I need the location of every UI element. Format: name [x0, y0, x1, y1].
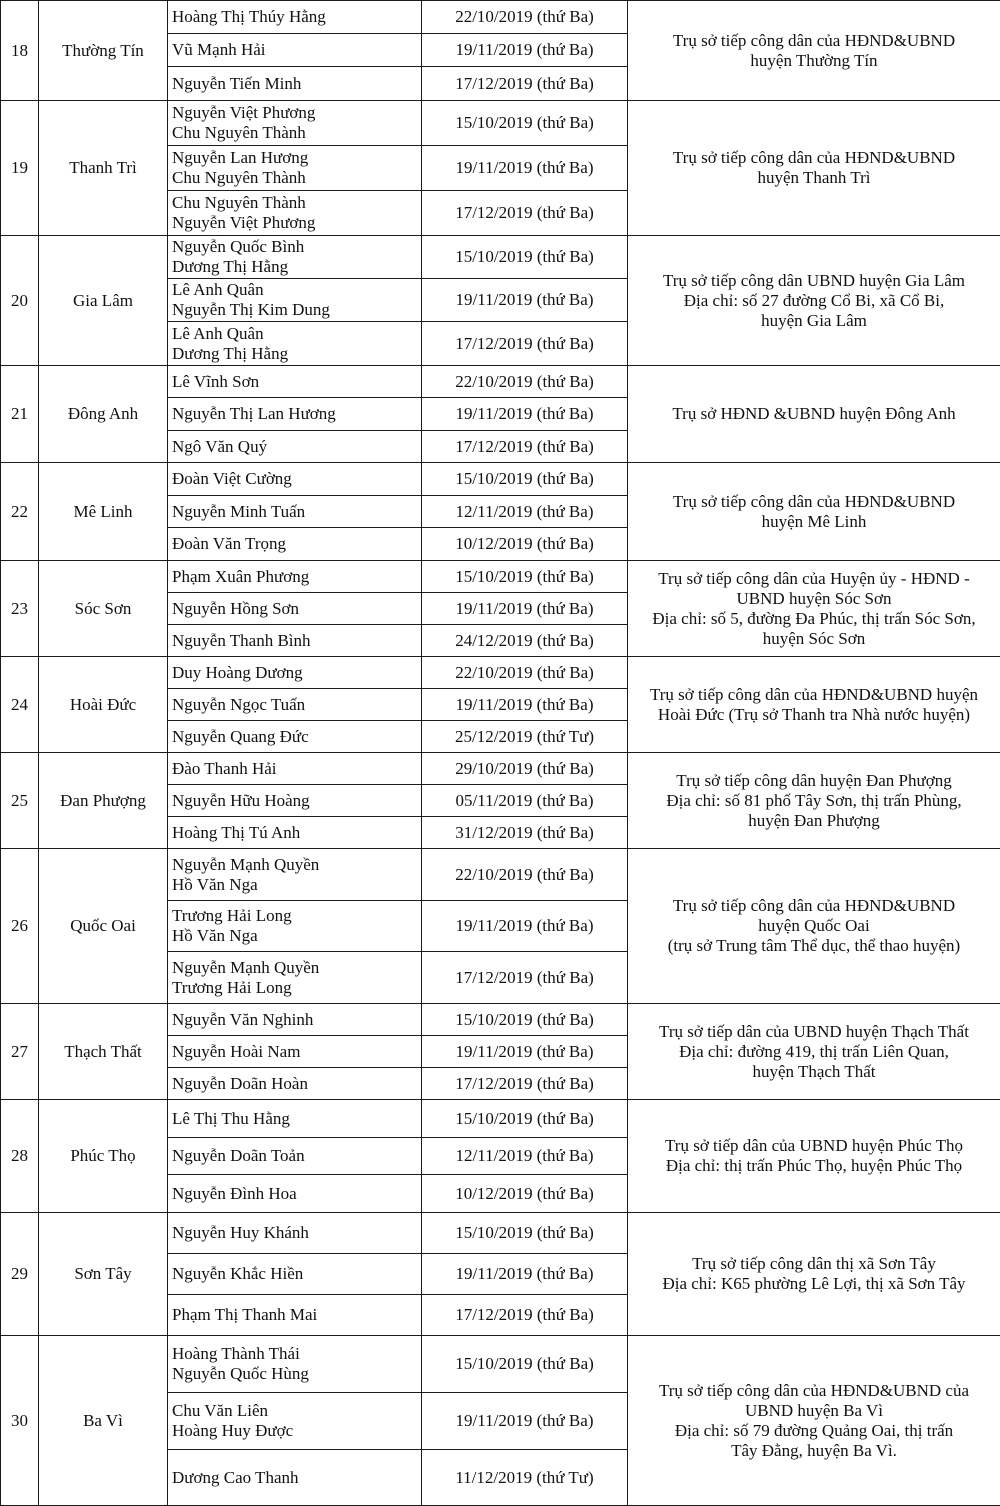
reception-date: 11/12/2019 (thứ Tư) — [422, 1450, 628, 1506]
receiver-names — [168, 463, 422, 496]
location-line: huyện Thanh Trì — [628, 168, 1000, 188]
reception-date: 17/12/2019 (thứ Ba) — [422, 431, 628, 463]
reception-date: 22/10/2019 (thứ Ba) — [422, 849, 628, 901]
location-line: Trụ sở tiếp công dân của HĐND&UBND — [628, 31, 1000, 51]
table-row — [1, 1004, 1000, 1036]
receiver-names — [168, 431, 422, 463]
reception-date: 17/12/2019 (thứ Ba) — [422, 1295, 628, 1336]
district-name: Thanh Trì — [39, 101, 168, 236]
receiver-names — [168, 625, 422, 657]
district-name: Sơn Tây — [39, 1213, 168, 1336]
receiver-names — [168, 561, 422, 593]
district-name: Quốc Oai — [39, 849, 168, 1004]
reception-location — [628, 849, 1000, 1004]
reception-location — [628, 463, 1000, 561]
receiver-name: Lê Anh Quân — [172, 324, 421, 344]
receiver-name: Duy Hoàng Dương — [172, 663, 421, 683]
receiver-name: Dương Thị Hằng — [172, 257, 421, 277]
row-number: 19 — [1, 101, 39, 236]
receiver-name: Nguyễn Hữu Hoàng — [172, 791, 421, 811]
reception-location — [628, 657, 1000, 753]
reception-location — [628, 561, 1000, 657]
table-row — [1, 463, 1000, 496]
table-row — [1, 101, 1000, 146]
receiver-name: Nguyễn Quốc Bình — [172, 237, 421, 257]
location-line: Địa chỉ: số 81 phố Tây Sơn, thị trấn Phùng, — [628, 791, 1000, 811]
receiver-name: Nguyễn Doãn Hoàn — [172, 1074, 421, 1094]
receiver-name: Vũ Mạnh Hải — [172, 40, 421, 60]
location-line: UBND huyện Sóc Sơn — [628, 589, 1000, 609]
receiver-names — [168, 1004, 422, 1036]
location-line: UBND huyện Ba Vì — [628, 1401, 1000, 1421]
location-line: Tây Đằng, huyện Ba Vì. — [628, 1441, 1000, 1461]
reception-date: 19/11/2019 (thứ Ba) — [422, 1393, 628, 1450]
receiver-name: Đoàn Việt Cường — [172, 469, 421, 489]
location-line: Hoài Đức (Trụ sở Thanh tra Nhà nước huyện) — [628, 705, 1000, 725]
location-line: Trụ sở tiếp dân của UBND huyện Phúc Thọ — [628, 1136, 1000, 1156]
receiver-names — [168, 528, 422, 561]
location-line: Trụ sở tiếp công dân của HĐND&UBND — [628, 148, 1000, 168]
reception-date: 24/12/2019 (thứ Ba) — [422, 625, 628, 657]
receiver-name: Dương Cao Thanh — [172, 1468, 421, 1488]
row-number: 28 — [1, 1100, 39, 1213]
reception-date: 25/12/2019 (thứ Tư) — [422, 721, 628, 753]
location-line: huyện Đan Phượng — [628, 811, 1000, 831]
row-number: 20 — [1, 236, 39, 366]
receiver-name: Hồ Văn Nga — [172, 875, 421, 895]
reception-location — [628, 1336, 1000, 1506]
reception-date: 17/12/2019 (thứ Ba) — [422, 1068, 628, 1100]
district-name: Sóc Sơn — [39, 561, 168, 657]
reception-date: 15/10/2019 (thứ Ba) — [422, 1004, 628, 1036]
reception-location — [628, 753, 1000, 849]
reception-date: 15/10/2019 (thứ Ba) — [422, 463, 628, 496]
receiver-names — [168, 67, 422, 101]
location-line: Trụ sở tiếp công dân của HĐND&UBND của — [628, 1381, 1000, 1401]
reception-date: 17/12/2019 (thứ Ba) — [422, 191, 628, 236]
receiver-names — [168, 1213, 422, 1254]
receiver-name: Dương Thị Hằng — [172, 344, 421, 364]
receiver-name: Chu Nguyên Thành — [172, 193, 421, 213]
table-row — [1, 1, 1000, 34]
row-number: 25 — [1, 753, 39, 849]
location-line: huyện Mê Linh — [628, 512, 1000, 532]
receiver-name: Hoàng Thị Thúy Hằng — [172, 7, 421, 27]
receiver-names — [168, 101, 422, 146]
row-number: 30 — [1, 1336, 39, 1506]
receiver-name: Nguyễn Đình Hoa — [172, 1184, 421, 1204]
receiver-name: Ngô Văn Quý — [172, 437, 421, 457]
table-row — [1, 1213, 1000, 1254]
table-row — [1, 657, 1000, 689]
table-row — [1, 1100, 1000, 1138]
receiver-names — [168, 191, 422, 236]
location-line: Trụ sở tiếp công dân huyện Đan Phượng — [628, 771, 1000, 791]
receiver-name: Lê Anh Quân — [172, 280, 421, 300]
receiver-names — [168, 366, 422, 398]
receiver-names — [168, 146, 422, 191]
reception-date: 12/11/2019 (thứ Ba) — [422, 1138, 628, 1175]
receiver-name: Nguyễn Thanh Bình — [172, 631, 421, 651]
receiver-names — [168, 1254, 422, 1295]
receiver-name: Chu Nguyên Thành — [172, 168, 421, 188]
receiver-name: Nguyễn Huy Khánh — [172, 1223, 421, 1243]
location-line: Địa chỉ: thị trấn Phúc Thọ, huyện Phúc Thọ — [628, 1156, 1000, 1176]
reception-location — [628, 366, 1000, 463]
district-name: Hoài Đức — [39, 657, 168, 753]
reception-date: 22/10/2019 (thứ Ba) — [422, 1, 628, 34]
reception-date: 19/11/2019 (thứ Ba) — [422, 689, 628, 721]
reception-date: 29/10/2019 (thứ Ba) — [422, 753, 628, 785]
reception-location — [628, 1004, 1000, 1100]
receiver-names — [168, 1336, 422, 1393]
receiver-names — [168, 1175, 422, 1213]
receiver-names — [168, 236, 422, 279]
receiver-names — [168, 952, 422, 1004]
receiver-name: Trương Hải Long — [172, 978, 421, 998]
reception-date: 19/11/2019 (thứ Ba) — [422, 1254, 628, 1295]
reception-location — [628, 1213, 1000, 1336]
receiver-name: Nguyễn Thị Kim Dung — [172, 300, 421, 320]
receiver-name: Hoàng Thị Tú Anh — [172, 823, 421, 843]
reception-date: 10/12/2019 (thứ Ba) — [422, 528, 628, 561]
receiver-names — [168, 817, 422, 849]
row-number: 26 — [1, 849, 39, 1004]
reception-date: 05/11/2019 (thứ Ba) — [422, 785, 628, 817]
reception-date: 15/10/2019 (thứ Ba) — [422, 1336, 628, 1393]
receiver-name: Nguyễn Văn Nghinh — [172, 1010, 421, 1030]
receiver-names — [168, 1393, 422, 1450]
location-line: huyện Quốc Oai — [628, 916, 1000, 936]
receiver-name: Hoàng Thành Thái — [172, 1344, 421, 1364]
receiver-name: Nguyễn Hoài Nam — [172, 1042, 421, 1062]
table-row — [1, 753, 1000, 785]
receiver-name: Nguyễn Minh Tuấn — [172, 502, 421, 522]
location-line: huyện Thạch Thất — [628, 1062, 1000, 1082]
location-line: Trụ sở tiếp dân của UBND huyện Thạch Thất — [628, 1022, 1000, 1042]
receiver-name: Nguyễn Việt Phương — [172, 213, 421, 233]
receiver-name: Nguyễn Doãn Toản — [172, 1146, 421, 1166]
receiver-names — [168, 1295, 422, 1336]
reception-date: 17/12/2019 (thứ Ba) — [422, 952, 628, 1004]
location-line: Trụ sở tiếp công dân của HĐND&UBND — [628, 492, 1000, 512]
location-line: (trụ sở Trung tâm Thể dục, thể thao huyện) — [628, 936, 1000, 956]
receiver-name: Nguyễn Khắc Hiền — [172, 1264, 421, 1284]
receiver-name: Nguyễn Quang Đức — [172, 727, 421, 747]
table-row — [1, 561, 1000, 593]
district-name: Gia Lâm — [39, 236, 168, 366]
receiver-name: Nguyễn Việt Phương — [172, 103, 421, 123]
receiver-names — [168, 279, 422, 322]
receiver-names — [168, 849, 422, 901]
reception-date: 10/12/2019 (thứ Ba) — [422, 1175, 628, 1213]
location-line: Trụ sở tiếp công dân thị xã Sơn Tây — [628, 1254, 1000, 1274]
row-number: 24 — [1, 657, 39, 753]
district-name: Đan Phượng — [39, 753, 168, 849]
district-name: Thạch Thất — [39, 1004, 168, 1100]
district-name: Ba Vì — [39, 1336, 168, 1506]
table-row — [1, 1336, 1000, 1393]
receiver-name: Nguyễn Thị Lan Hương — [172, 404, 421, 424]
reception-location — [628, 101, 1000, 236]
receiver-names — [168, 753, 422, 785]
district-name: Phúc Thọ — [39, 1100, 168, 1213]
location-line: Trụ sở HĐND &UBND huyện Đông Anh — [628, 404, 1000, 424]
reception-date: 19/11/2019 (thứ Ba) — [422, 34, 628, 67]
receiver-names — [168, 1036, 422, 1068]
reception-date: 19/11/2019 (thứ Ba) — [422, 593, 628, 625]
location-line: huyện Sóc Sơn — [628, 629, 1000, 649]
receiver-name: Nguyễn Lan Hương — [172, 148, 421, 168]
reception-date: 19/11/2019 (thứ Ba) — [422, 901, 628, 952]
reception-date: 12/11/2019 (thứ Ba) — [422, 496, 628, 528]
receiver-name: Nguyễn Mạnh Quyền — [172, 855, 421, 875]
schedule-body — [1, 1, 1000, 1506]
receiver-name: Hoàng Huy Được — [172, 1421, 421, 1441]
district-name: Mê Linh — [39, 463, 168, 561]
row-number: 18 — [1, 1, 39, 101]
table-row — [1, 366, 1000, 398]
receiver-names — [168, 721, 422, 753]
receiver-name: Nguyễn Quốc Hùng — [172, 1364, 421, 1384]
reception-location — [628, 1, 1000, 101]
receiver-names — [168, 1138, 422, 1175]
location-line: huyện Gia Lâm — [628, 311, 1000, 331]
location-line: Địa chỉ: số 79 đường Quảng Oai, thị trấn — [628, 1421, 1000, 1441]
receiver-names — [168, 1, 422, 34]
receiver-names — [168, 398, 422, 431]
receiver-name: Lê Vĩnh Sơn — [172, 372, 421, 392]
receiver-name: Đào Thanh Hải — [172, 759, 421, 779]
reception-date: 15/10/2019 (thứ Ba) — [422, 561, 628, 593]
reception-date: 15/10/2019 (thứ Ba) — [422, 1213, 628, 1254]
reception-location — [628, 236, 1000, 366]
reception-date: 31/12/2019 (thứ Ba) — [422, 817, 628, 849]
row-number: 22 — [1, 463, 39, 561]
reception-date: 19/11/2019 (thứ Ba) — [422, 279, 628, 322]
receiver-names — [168, 901, 422, 952]
location-line: Địa chỉ: số 27 đường Cổ Bi, xã Cổ Bi, — [628, 291, 1000, 311]
reception-date: 15/10/2019 (thứ Ba) — [422, 101, 628, 146]
location-line: Trụ sở tiếp công dân của HĐND&UBND — [628, 896, 1000, 916]
location-line: Địa chỉ: đường 419, thị trấn Liên Quan, — [628, 1042, 1000, 1062]
receiver-names — [168, 689, 422, 721]
receiver-name: Nguyễn Tiến Minh — [172, 74, 421, 94]
receiver-name: Phạm Thị Thanh Mai — [172, 1305, 421, 1325]
reception-date: 15/10/2019 (thứ Ba) — [422, 236, 628, 279]
district-name: Đông Anh — [39, 366, 168, 463]
location-line: Trụ sở tiếp công dân UBND huyện Gia Lâm — [628, 271, 1000, 291]
reception-date: 19/11/2019 (thứ Ba) — [422, 1036, 628, 1068]
receiver-names — [168, 496, 422, 528]
reception-location — [628, 1100, 1000, 1213]
table-row — [1, 849, 1000, 901]
receiver-names — [168, 1450, 422, 1506]
receiver-names — [168, 593, 422, 625]
receiver-names — [168, 34, 422, 67]
location-line: Trụ sở tiếp công dân của HĐND&UBND huyện — [628, 685, 1000, 705]
receiver-name: Trương Hải Long — [172, 906, 421, 926]
location-line: huyện Thường Tín — [628, 51, 1000, 71]
receiver-name: Đoàn Văn Trọng — [172, 534, 421, 554]
district-name: Thường Tín — [39, 1, 168, 101]
reception-date: 15/10/2019 (thứ Ba) — [422, 1100, 628, 1138]
receiver-names — [168, 1068, 422, 1100]
receiver-names — [168, 322, 422, 366]
receiver-name: Hồ Văn Nga — [172, 926, 421, 946]
receiver-name: Nguyễn Ngọc Tuấn — [172, 695, 421, 715]
receiver-names — [168, 657, 422, 689]
row-number: 23 — [1, 561, 39, 657]
reception-date: 19/11/2019 (thứ Ba) — [422, 398, 628, 431]
row-number: 27 — [1, 1004, 39, 1100]
reception-date: 19/11/2019 (thứ Ba) — [422, 146, 628, 191]
receiver-name: Chu Nguyên Thành — [172, 123, 421, 143]
reception-date: 22/10/2019 (thứ Ba) — [422, 366, 628, 398]
row-number: 29 — [1, 1213, 39, 1336]
receiver-names — [168, 785, 422, 817]
receiver-name: Phạm Xuân Phương — [172, 567, 421, 587]
location-line: Địa chỉ: số 5, đường Đa Phúc, thị trấn Sóc Sơn, — [628, 609, 1000, 629]
reception-date: 17/12/2019 (thứ Ba) — [422, 67, 628, 101]
receiver-name: Lê Thị Thu Hằng — [172, 1109, 421, 1129]
row-number: 21 — [1, 366, 39, 463]
reception-date: 22/10/2019 (thứ Ba) — [422, 657, 628, 689]
receiver-name: Nguyễn Hồng Sơn — [172, 599, 421, 619]
reception-date: 17/12/2019 (thứ Ba) — [422, 322, 628, 366]
location-line: Trụ sở tiếp công dân của Huyện ủy - HĐND - — [628, 569, 1000, 589]
location-line: Địa chỉ: K65 phường Lê Lợi, thị xã Sơn Tây — [628, 1274, 1000, 1294]
receiver-name: Nguyễn Mạnh Quyền — [172, 958, 421, 978]
receiver-names — [168, 1100, 422, 1138]
receiver-name: Chu Văn Liên — [172, 1401, 421, 1421]
table-row — [1, 236, 1000, 279]
